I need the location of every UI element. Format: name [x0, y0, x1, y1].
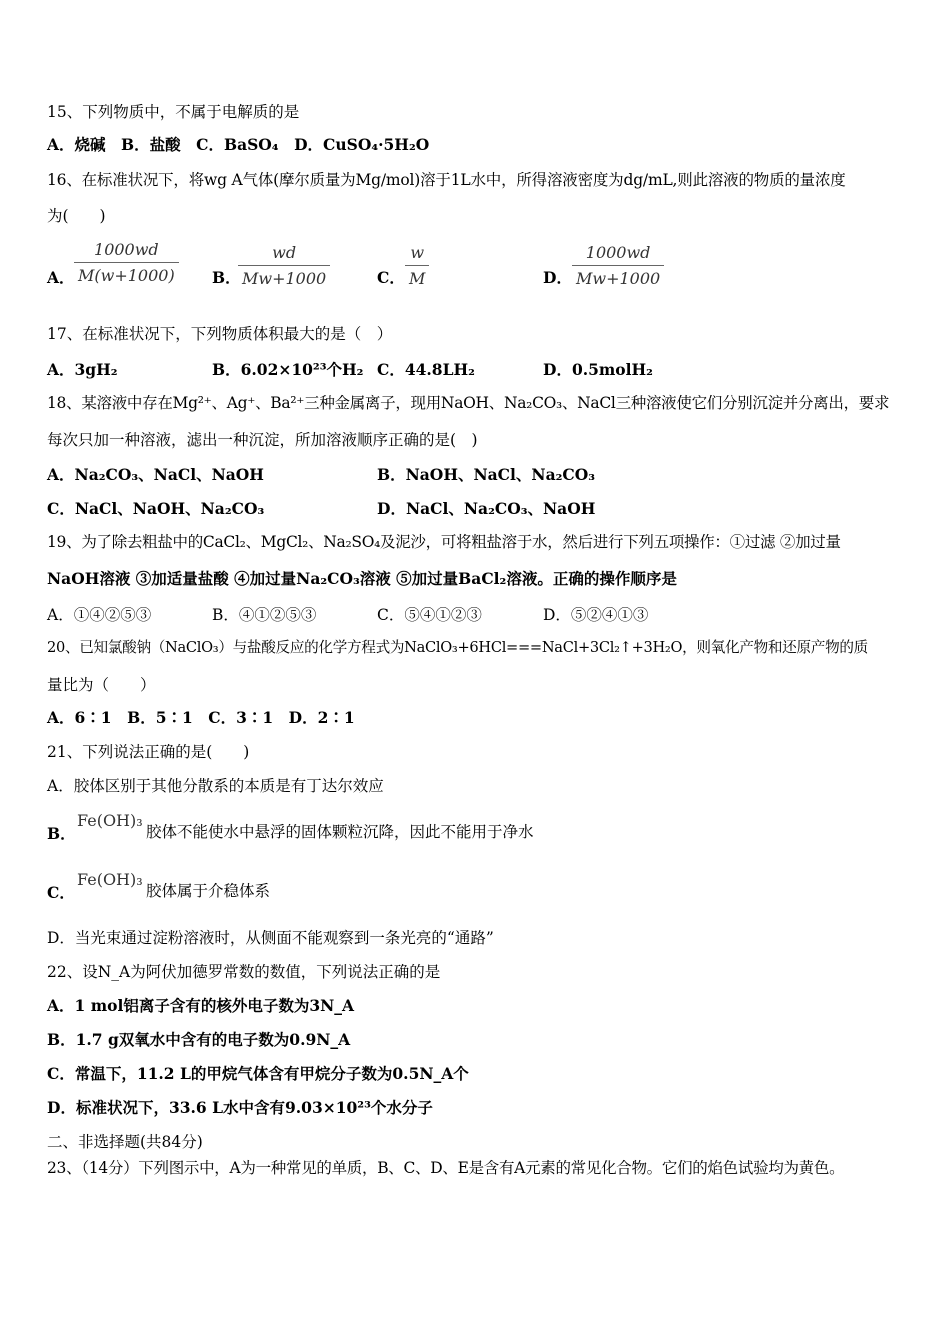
q18-option-a: A．Na₂CO₃、NaCl、NaOH	[47, 465, 264, 484]
q21-option-d: D．当光束通过淀粉溶液时，从侧面不能观察到一条光亮的“通路”	[47, 929, 494, 947]
q16-option-a-fraction	[74, 240, 179, 285]
q18-option-c: C．NaCl、NaOH、Na₂CO₃	[47, 499, 265, 518]
question-21-stem: 21、下列说法正确的是( )	[47, 743, 250, 761]
fraction-denominator: M	[409, 269, 426, 288]
fraction-denominator: Mw+1000	[576, 269, 661, 288]
question-19-stem-line1: 19、为了除去粗盐中的CaCl₂、MgCl₂、Na₂SO₄及泥沙，可将粗盐溶于水，然后进行下列五项操作：①过滤 ②加过量	[47, 533, 841, 551]
q22-option-c: C．常温下，11.2 L的甲烷气体含有甲烷分子数为0.5N_A个	[47, 1064, 469, 1083]
section-2-title: 二、非选择题(共84分)	[47, 1133, 203, 1151]
fraction-denominator: M(w+1000)	[78, 266, 175, 285]
q19-option-c: C．⑤④①②③	[377, 606, 482, 624]
q19-option-d: D．⑤②④①③	[543, 606, 649, 624]
question-15-options: A．烧碱 B．盐酸 C．BaSO₄ D．CuSO₄·5H₂O	[47, 135, 430, 154]
q22-option-d: D．标准状况下，33.6 L水中含有9.03×10²³个水分子	[47, 1098, 433, 1117]
fraction-numerator: wd	[272, 243, 297, 262]
question-22-stem: 22、设N_A为阿伏加德罗常数的数值，下列说法正确的是	[47, 963, 441, 981]
q21-option-b-text: 胶体不能使水中悬浮的固体颗粒沉降，因此不能用于净水	[146, 823, 534, 841]
q19-option-b: B．④①②⑤③	[212, 606, 317, 624]
q21-option-c-text: 胶体属于介稳体系	[146, 882, 271, 900]
fraction-numerator: 1000wd	[94, 240, 159, 259]
q17-option-a: A．3gH₂	[47, 360, 118, 379]
q22-option-a: A．1 mol铝离子含有的核外电子数为3N_A	[47, 996, 355, 1015]
question-23-stem: 23、（14分）下列图示中，A为一种常见的单质，B、C、D、E是含有A元素的常见化合物。它们的焰色试验均为黄色。	[47, 1159, 845, 1177]
q17-option-c: C．44.8LH₂	[377, 360, 475, 379]
q18-option-d: D．NaCl、Na₂CO₃、NaOH	[377, 499, 596, 518]
question-17-stem: 17、在标准状况下，下列物质体积最大的是（ ）	[47, 325, 393, 343]
question-19-stem-line2: NaOH溶液 ③加适量盐酸 ④加过量Na₂CO₃溶液 ⑤加过量BaCl₂溶液。正确的操作顺序是	[47, 569, 677, 588]
q21-option-c-label: C．	[47, 883, 75, 902]
fraction-denominator: Mw+1000	[242, 269, 327, 288]
question-20-stem-line1: 20、已知氯酸钠（NaClO₃）与盐酸反应的化学方程式为NaClO₃+6HCl===NaCl+3Cl₂↑+3H₂O，则氧化产物和还原产物的质	[47, 639, 868, 656]
q16-option-c-fraction	[405, 243, 429, 288]
fraction-numerator: 1000wd	[585, 243, 651, 262]
q21-option-b-formula: Fe(OH)₃	[77, 811, 143, 830]
q16-option-b-fraction	[238, 243, 330, 288]
question-16-stem-line1: 16、在标准状况下，将wg A气体(摩尔质量为Mg/mol)溶于1L水中，所得溶液密度为dg/mL,则此溶液的物质的量浓度	[47, 171, 846, 189]
question-20-stem-line2: 量比为（ ）	[47, 676, 156, 694]
q18-option-b: B．NaOH、NaCl、Na₂CO₃	[377, 465, 596, 484]
q16-option-d-fraction	[572, 243, 664, 288]
q21-option-c-formula: Fe(OH)₃	[77, 870, 143, 889]
q21-option-b-label: B．	[47, 824, 76, 843]
question-20-options: A．6∶1 B．5∶1 C．3∶1 D．2∶1	[47, 708, 355, 727]
q16-option-c-label: C．	[377, 268, 405, 287]
question-18-stem-line1: 18、某溶液中存在Mg²⁺、Ag⁺、Ba²⁺三种金属离子，现用NaOH、Na₂CO₃、NaCl三种溶液使它们分别沉淀并分离出，要求	[47, 394, 890, 412]
question-15-stem: 15、下列物质中，不属于电解质的是	[47, 103, 300, 121]
q16-option-b-label: B．	[212, 268, 241, 287]
q16-option-d-label: D．	[543, 268, 572, 287]
q22-option-b: B．1.7 g双氧水中含有的电子数为0.9N_A	[47, 1030, 351, 1049]
question-18-stem-line2: 每次只加一种溶液，滤出一种沉淀，所加溶液顺序正确的是( )	[47, 431, 478, 449]
q17-option-b: B．6.02×10²³个H₂	[212, 360, 364, 379]
q17-option-d: D．0.5molH₂	[543, 360, 653, 379]
q19-option-a: A．①④②⑤③	[47, 606, 152, 624]
q16-option-a-label: A．	[47, 268, 75, 287]
fraction-numerator: w	[410, 243, 425, 262]
question-16-stem-line2: 为( )	[47, 207, 106, 225]
q21-option-a: A．胶体区别于其他分散系的本质是有丁达尔效应	[47, 777, 384, 795]
